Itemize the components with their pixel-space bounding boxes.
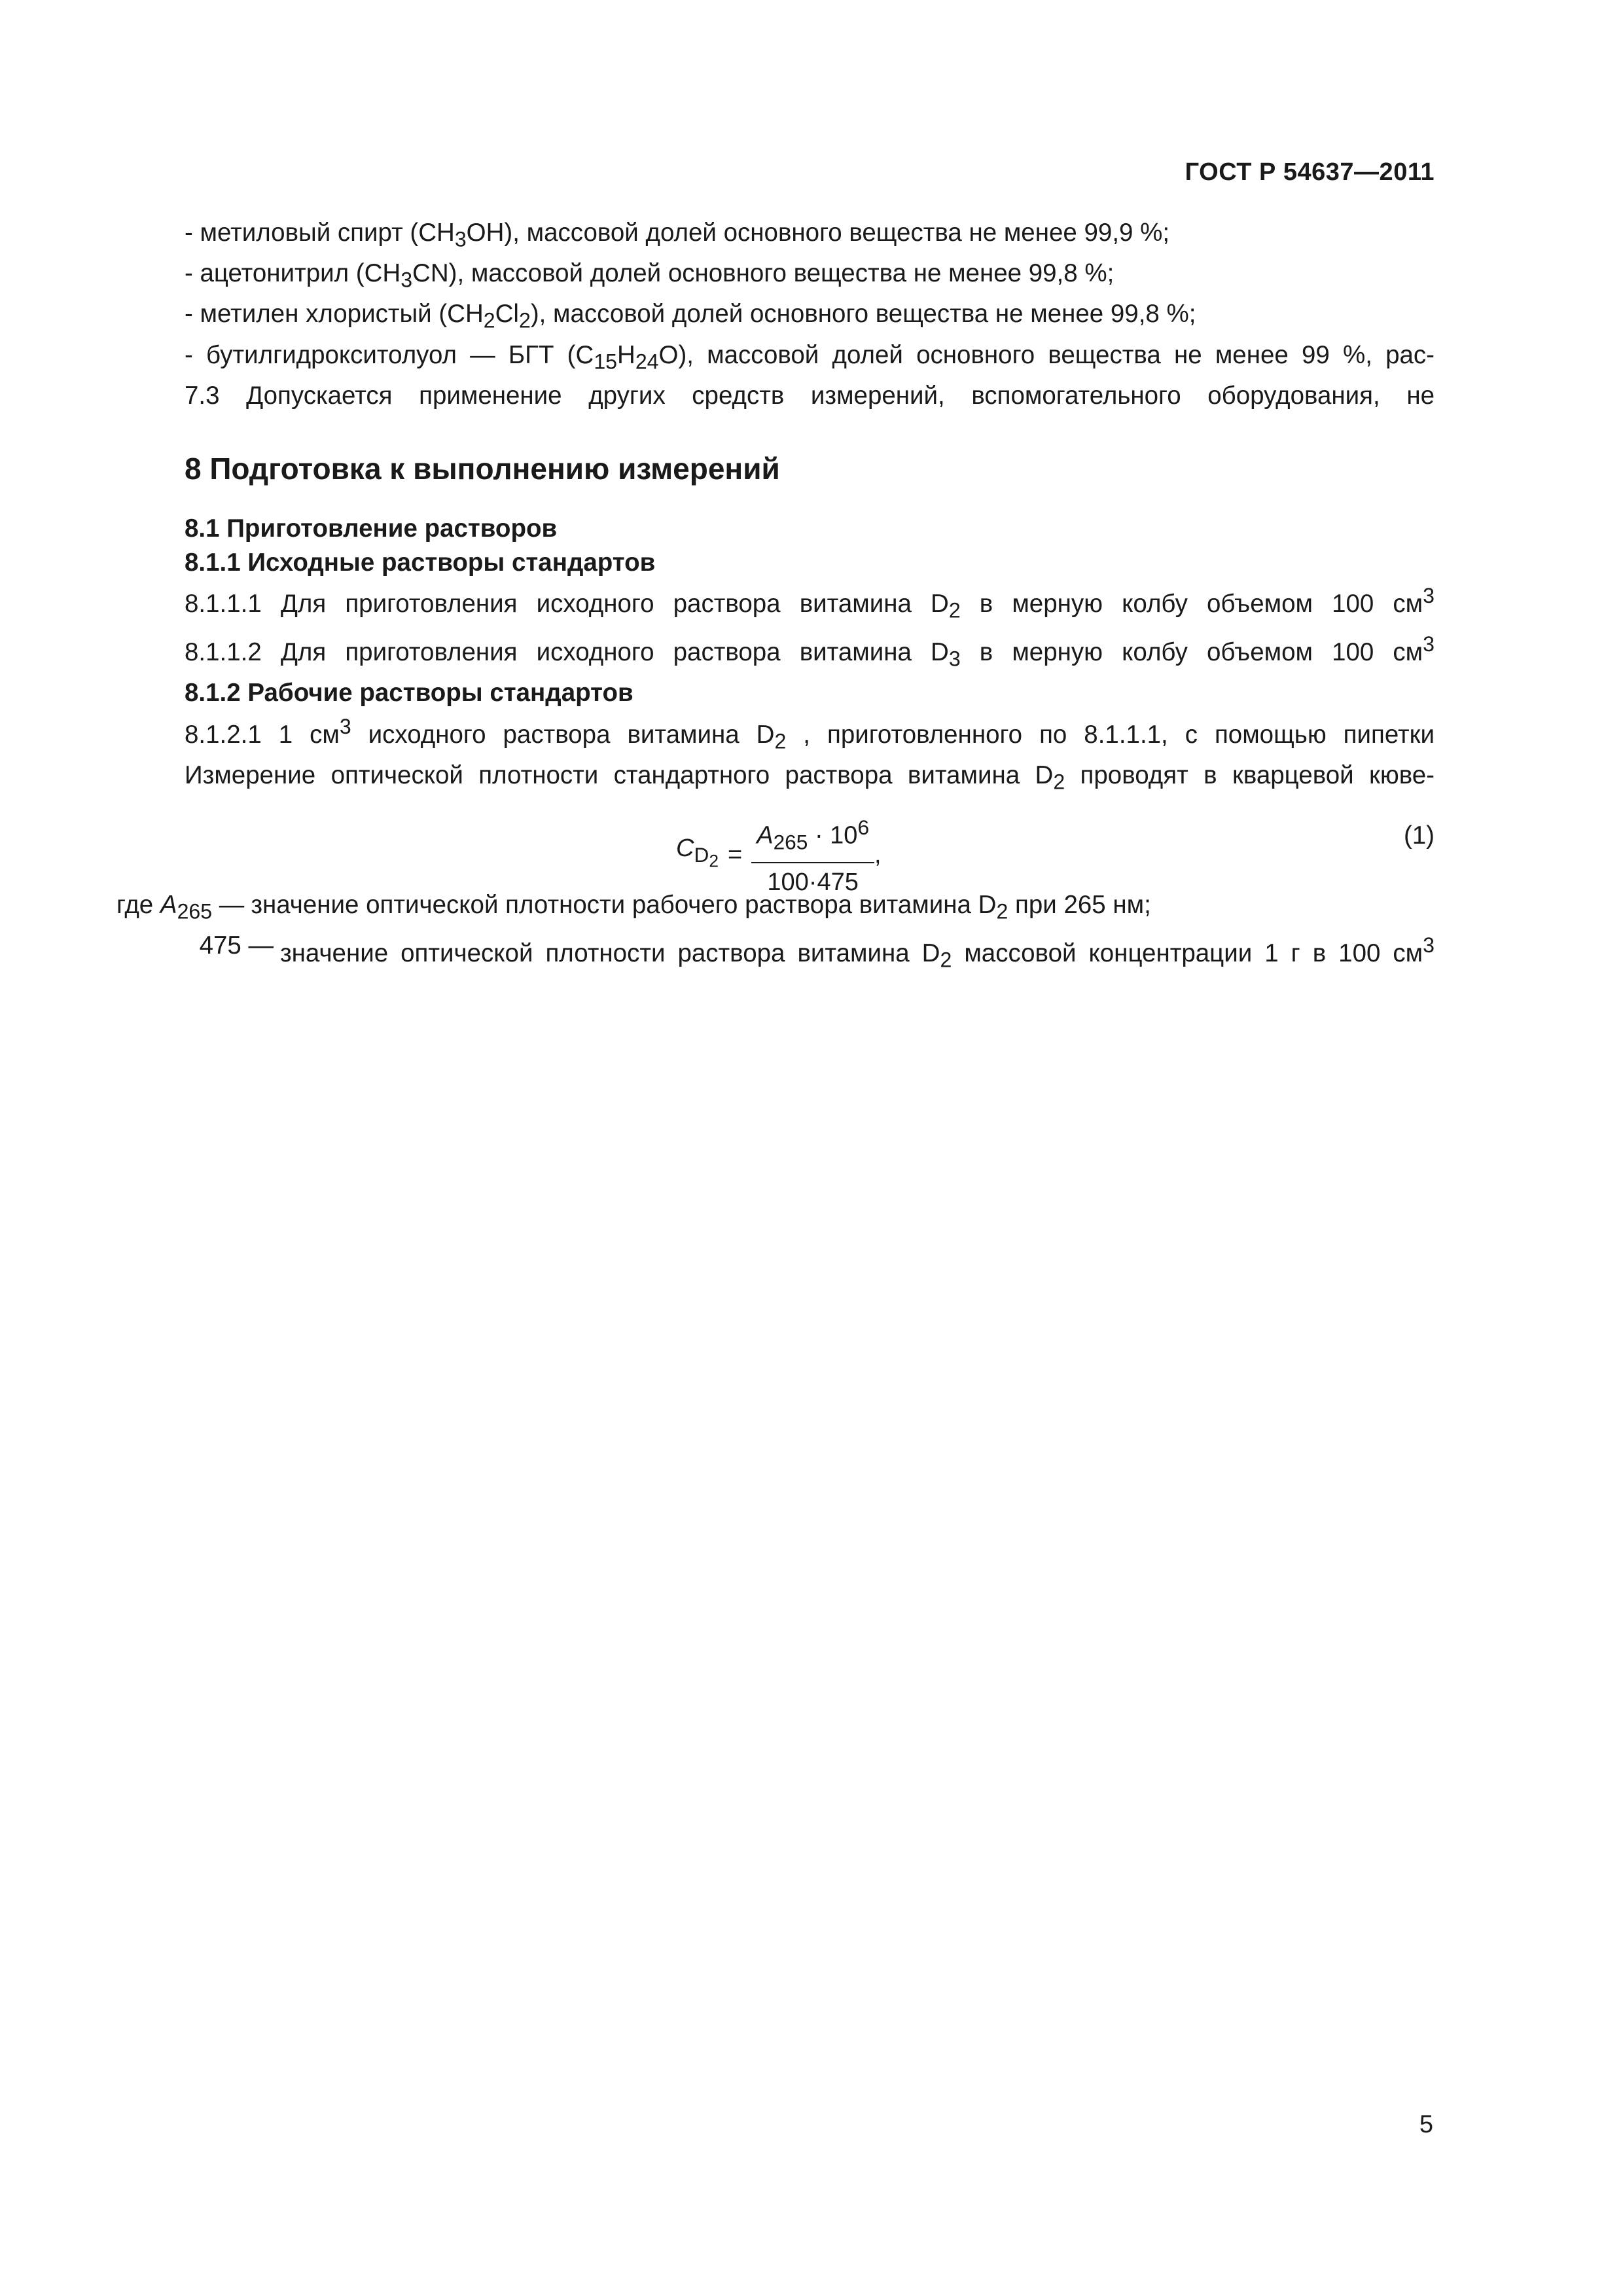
formula-lhs-subsub: 2 (709, 851, 719, 871)
formula-equals: = (728, 840, 743, 869)
paragraph-8-1-1-2: 8.1.1.2 Для приготовления исходного раствора витамина $D_3$ в мерную колбу объемом 100 $см^3$ (185, 632, 1435, 671)
formula-lhs-sub: D (694, 842, 709, 867)
reagent-item: - метилен хлористый $(CH_2Cl_2)$, массовой долей основного вещества не менее 99,8 %; (185, 300, 1196, 333)
reagent-item: - бутилгидрокситолуол — БГТ $(C_{15}H_{24}O)$, массовой долей основного вещества не менее 99 %, рас- (185, 340, 1435, 374)
formula-numerator (751, 811, 874, 863)
section-8-1-title: 8.1 Приготовление растворов (185, 514, 558, 543)
section-8-1-2-title: 8.1.2 Рабочие растворы стандартов (185, 679, 633, 708)
reagent-item: - ацетонитрил $(CH_3CN)$, массовой долей основного вещества не менее 99,8 %; (185, 259, 1115, 292)
formula (676, 811, 882, 899)
equation-number: (1) (1403, 821, 1435, 850)
equation-1 (116, 808, 1435, 896)
legend-item: 475 — значение оптической плотности раствора витамина $D_2$ массовой концентрации 1 г в 100 $см^3$ (199, 931, 1435, 972)
page-body (116, 216, 1435, 977)
reagent-item: - метиловый спирт $(CH_3OH)$, массовой долей основного вещества не менее 99,9 %; (185, 219, 1170, 251)
document-code: ГОСТ Р 54637—2011 (1185, 158, 1435, 186)
paragraph-8-1-2-1: 8.1.2.1 1 $см^3$ исходного раствора витамина $D_2$ , приготовленного по 8.1.1.1, с помощью пипетки (185, 714, 1435, 753)
formula-num-sup: 6 (857, 815, 870, 839)
paragraph-8-1-1-1: 8.1.1.1 Для приготовления исходного раствора витамина $D_2$ в мерную колбу объемом 100 $см^3$ (185, 584, 1435, 622)
formula-tail: , (874, 840, 882, 869)
formula-fraction (751, 811, 874, 899)
formula-legend (116, 888, 1435, 977)
page-number: 5 (1419, 2111, 1433, 2138)
formula-num-a: A (757, 821, 774, 850)
formula-num-rest: · 10 (808, 821, 858, 850)
section-8-1-1-title: 8.1.1 Исходные растворы стандартов (185, 548, 656, 577)
paragraph-7-3: 7.3 Допускается применение других средств измерений, вспомогательного оборудования, не (185, 381, 1435, 410)
legend-item: где $A_{265}$ — значение оптической плотности рабочего раствора витамина $D_2$ при 265 нм; (116, 890, 1151, 924)
paragraph-measurement: Измерение оптической плотности стандартного раствора витамина $D_2$ проводят в кварцевой кюве- (185, 761, 1435, 794)
formula-denominator: 100·475 (767, 868, 859, 896)
section-8-title: 8 Подготовка к выполнению измерений (185, 452, 780, 486)
formula-lhs: C (676, 834, 694, 863)
formula-num-a-sub: 265 (773, 830, 808, 854)
